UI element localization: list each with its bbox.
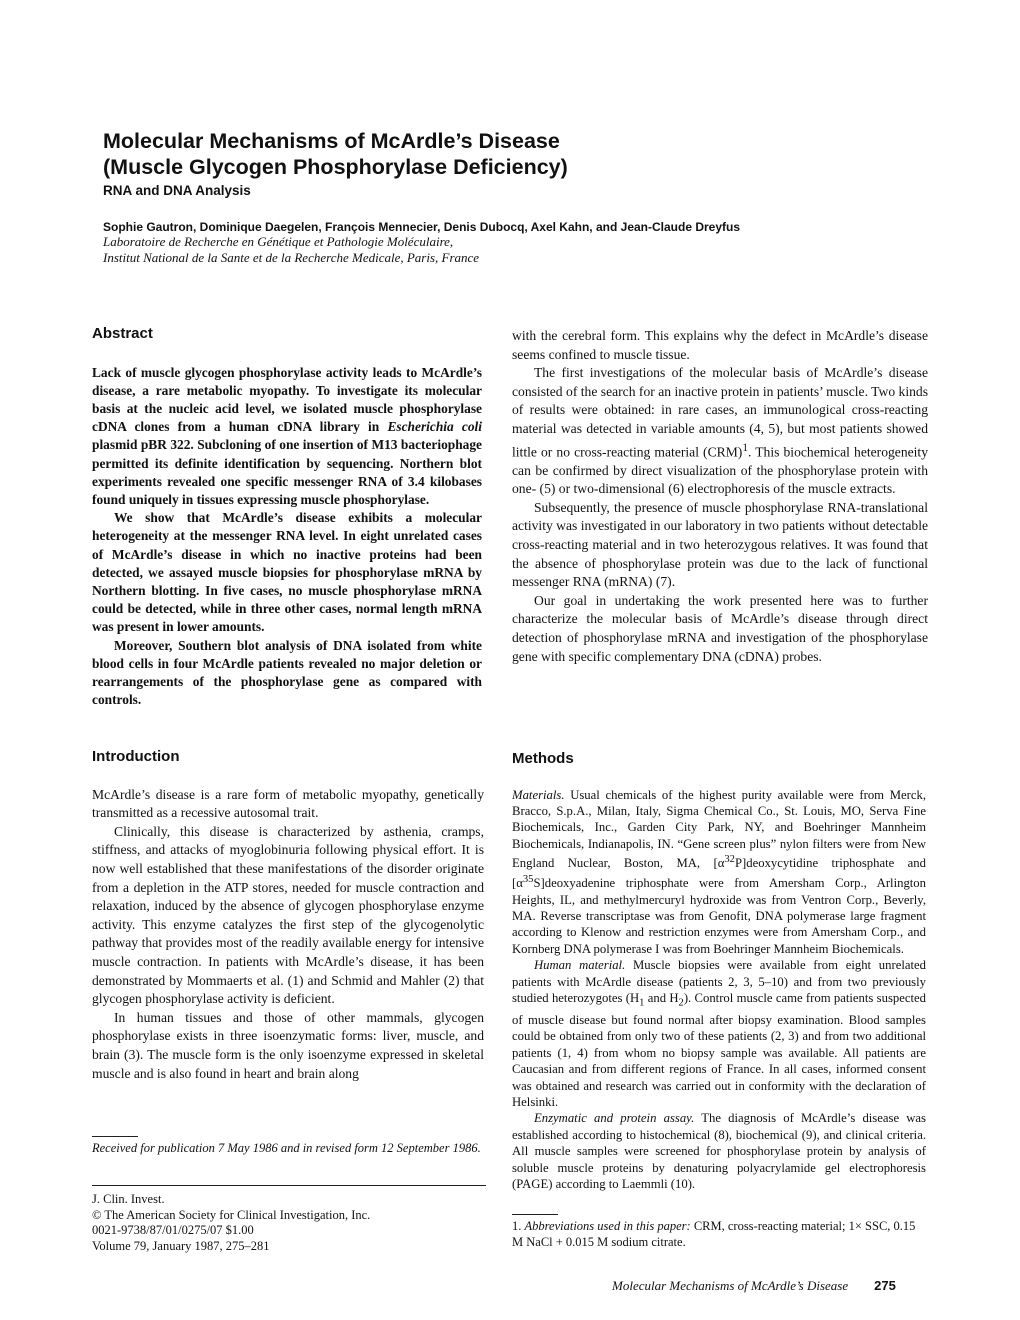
methods-text: S]deoxyadenine triphosphate were from Amersham Corp., Arlington Heights, IL, and methylmercuryl hydroxide was from Ventron Corp., Beverly, MA. Reverse transcriptase was from Genofit, DNA polymerase large fragment according to Klenow and restriction enzymes were from Amersham Corp., and Kornberg DNA polymerase I was from Boehringer Mannheim Biochemicals. (512, 876, 926, 956)
methods-human-material-paragraph (512, 957, 926, 1110)
abstract-section (92, 325, 482, 709)
journal-info (92, 1192, 486, 1254)
intro-paragraph-5 (512, 364, 928, 499)
title-block (103, 128, 923, 266)
affiliation-line-2: Institut National de la Sante et de la Recherche Medicale, Paris, France (103, 250, 480, 265)
abstract-body (92, 364, 482, 710)
footnote (512, 1219, 926, 1250)
article-subtitle: RNA and DNA Analysis (103, 183, 251, 198)
intro-text: The first investigations of the molecular basis of McArdle’s disease consisted of the search for an inactive protein in patients’ muscle. Two kinds of results were obtained: in rare cases, an immunological cross-reacting material was detected in variable amounts (4, 5), but most patients showed little or no cross-reacting material (CRM) (512, 365, 928, 460)
running-title: Molecular Mechanisms of McArdle’s Disease (612, 1278, 849, 1293)
introduction-body (92, 786, 484, 1084)
intro-paragraph-7: Our goal in undertaking the work presented here was to further characterize the molecular basis of McArdle’s disease through direct detection of phosphorylase mRNA and investigation of the phosphorylase gene with specific complementary DNA (cDNA) probes. (512, 592, 928, 664)
intro-paragraph-3: In human tissues and those of other mammals, glycogen phosphorylase exists in three isoenzymatic forms: liver, muscle, and brain (3). The muscle form is the only isoenzyme expressed in skeletal muscle and is also found in heart and brain along (92, 1009, 484, 1081)
footnote-rule (92, 1136, 138, 1137)
organism-name: Escherichia coli (387, 419, 482, 435)
subscript: 1 (639, 997, 645, 1009)
page-number: 275 (874, 1278, 896, 1293)
journal-name: J. Clin. Invest. (92, 1192, 165, 1206)
footnote-label: Abbreviations used in this paper: (524, 1219, 691, 1233)
isotope-superscript: 32 (724, 854, 735, 866)
methods-text: ). Control muscle came from patients suspected of muscle disease but found normal after biopsy examination. Blood samples could be obtained from only two of these patients (2, 3) and from two additional patients (1, 4) from whom no biopsy sample was available. All patients are Caucasian and from different regions of France. In all cases, informed consent was obtained and research was carried out in conformity with the declaration of Helsinki. (512, 990, 927, 1109)
author-list: Sophie Gautron, Dominique Daegelen, François Mennecier, Denis Dubocq, Axel Kahn, and Jean-Claude Dreyfus (103, 220, 741, 234)
received-note: Received for publication 7 May 1986 and in revised form 12 September 1986. (92, 1141, 481, 1155)
introduction-heading: Introduction (92, 748, 180, 765)
subscript: 2 (678, 997, 684, 1009)
methods-body (512, 787, 926, 1193)
methods-text: and H (644, 990, 679, 1005)
methods-materials-paragraph (512, 787, 926, 958)
affiliation-line-1: Laboratoire de Recherche en Génétique et Pathologie Moléculaire, (103, 234, 454, 249)
abstract-text: Lack of muscle glycogen phosphorylase activity leads to McArdle’s disease, a rare metabolic myopathy. To investigate its molecular basis at the nucleic acid level, we isolated muscle phosphorylase cDNA clones from a human cDNA library in (92, 364, 482, 435)
methods-heading: Methods (512, 750, 574, 767)
introduction-section (92, 748, 484, 1083)
methods-enzymatic-paragraph (512, 1110, 926, 1192)
article-title-line-1: Molecular Mechanisms of McArdle’s Disease (103, 129, 560, 153)
abstract-text: plasmid pBR 322. Subcloning of one insertion of M13 bacteriophage permitted its definite identification by sequencing. Northern blot experiments revealed one specific messenger RNA of 3.4 kilobases found uniquely in tissues expressing muscle phosphorylase. (92, 437, 482, 508)
methods-text: The diagnosis of McArdle’s disease was established according to histochemical (8), biochemical (9), and clinical criteria. All muscle samples were screened for phosphorylase protein by analysis of soluble muscle proteins by denaturing polyacrylamide gel electrophoresis (PAGE) according to Laemmli (10). (512, 1111, 926, 1191)
methods-text: P]deoxycytidine triphosphate and [α (512, 856, 926, 891)
run-in-heading: Human material. (534, 958, 626, 973)
intro-paragraph-2: Clinically, this disease is characterized by asthenia, cramps, stiffness, and attacks of myoglobinuria following physical effort. It is now well established that these manifestations of the disorder originate from a depletion in the ATP stores, needed for muscle contraction and relaxation, induced by the absence of glycogen phosphorylase enzyme activity. This enzyme catalyzes the first step of the glycogenolytic pathway that provides most of the readily available energy for intensive muscle contraction. In patients with McArdle’s disease, it has been demonstrated by Mommaerts et al. (1) and Schmid and Mahler (2) that glycogen phosphorylase activity is deficient. (92, 823, 484, 1007)
run-in-heading: Enzymatic and protein assay. (534, 1111, 695, 1126)
article-title-line-2: (Muscle Glycogen Phosphorylase Deficiency) (103, 155, 568, 179)
abstract-paragraph-3: Moreover, Southern blot analysis of DNA isolated from white blood cells in four McArdle patients revealed no major deletion or rearrangements of the phosphorylase gene as compared with controls. (92, 637, 482, 708)
intro-paragraph-4: with the cerebral form. This explains why the defect in McArdle’s disease seems confined to muscle tissue. (512, 328, 928, 362)
abstract-paragraph-1 (92, 364, 482, 510)
methods-text: Usual chemicals of the highest purity available were from Merck, Bracco, S.p.A., Milan, Italy, Sigma Chemical Co., St. Louis, MO, Serva Fine Biochemicals, Inc., Garden City Park, NY, and Boehringer Mannheim Biochemicals, Indianapolis, IN. “Gene screen plus” nylon filters were from New England Nuclear, Boston, MA, [α (512, 787, 926, 871)
intro-paragraph-1: McArdle’s disease is a rare form of metabolic myopathy, genetically transmitted as a recessive autosomal trait. (92, 786, 484, 821)
footnote-number: 1. (512, 1219, 522, 1233)
footnote-text: CRM, cross-reacting material; 1× SSC, 0.15 M NaCl + 0.015 M sodium citrate. (512, 1219, 916, 1249)
methods-text: Muscle biopsies were available from eight unrelated patients with McArdle disease (patients 2, 3, 5–10) and from two previously studied heterozygotes (H (512, 958, 926, 1005)
running-footer (612, 1278, 932, 1294)
abstract-heading: Abstract (92, 325, 153, 342)
abstract-paragraph-2: We show that McArdle’s disease exhibits a molecular heterogeneity at the messenger RNA level. In eight unrelated cases of McArdle’s disease in which no inactive proteins had been detected, we assayed muscle biopsies for phosphorylase mRNA by Northern blotting. In five cases, no muscle phosphorylase mRNA could be detected, while in three other cases, normal length mRNA was present in lower amounts. (92, 510, 482, 635)
intro-paragraph-6: Subsequently, the presence of muscle phosphorylase RNA-translational activity was investigated in our laboratory in two patients without detectable cross-reacting material and in two heterozygous relatives. It was found that the absence of phosphorylase protein was due to the lack of functional messenger RNA (mRNA) (7). (512, 499, 929, 590)
methods-section (512, 750, 926, 1192)
run-in-heading: Materials. (512, 787, 565, 802)
volume-line: Volume 79, January 1987, 275–281 (92, 1238, 270, 1253)
divider-rule (92, 1185, 486, 1186)
footnote-marker: 1 (742, 441, 749, 454)
copyright-line: © The American Society for Clinical Investigation, Inc. (92, 1207, 371, 1222)
intro-text: . This biochemical heterogeneity can be confirmed by direct visualization of the phosphorylase protein with one- (5) or two-dimensional (6) electrophoresis of the muscle extracts. (512, 444, 929, 497)
introduction-continued (512, 327, 928, 666)
isotope-superscript: 35 (522, 873, 534, 885)
footnote-rule (512, 1214, 558, 1215)
issn-line: 0021-9738/87/01/0275/07 $1.00 (92, 1223, 254, 1237)
